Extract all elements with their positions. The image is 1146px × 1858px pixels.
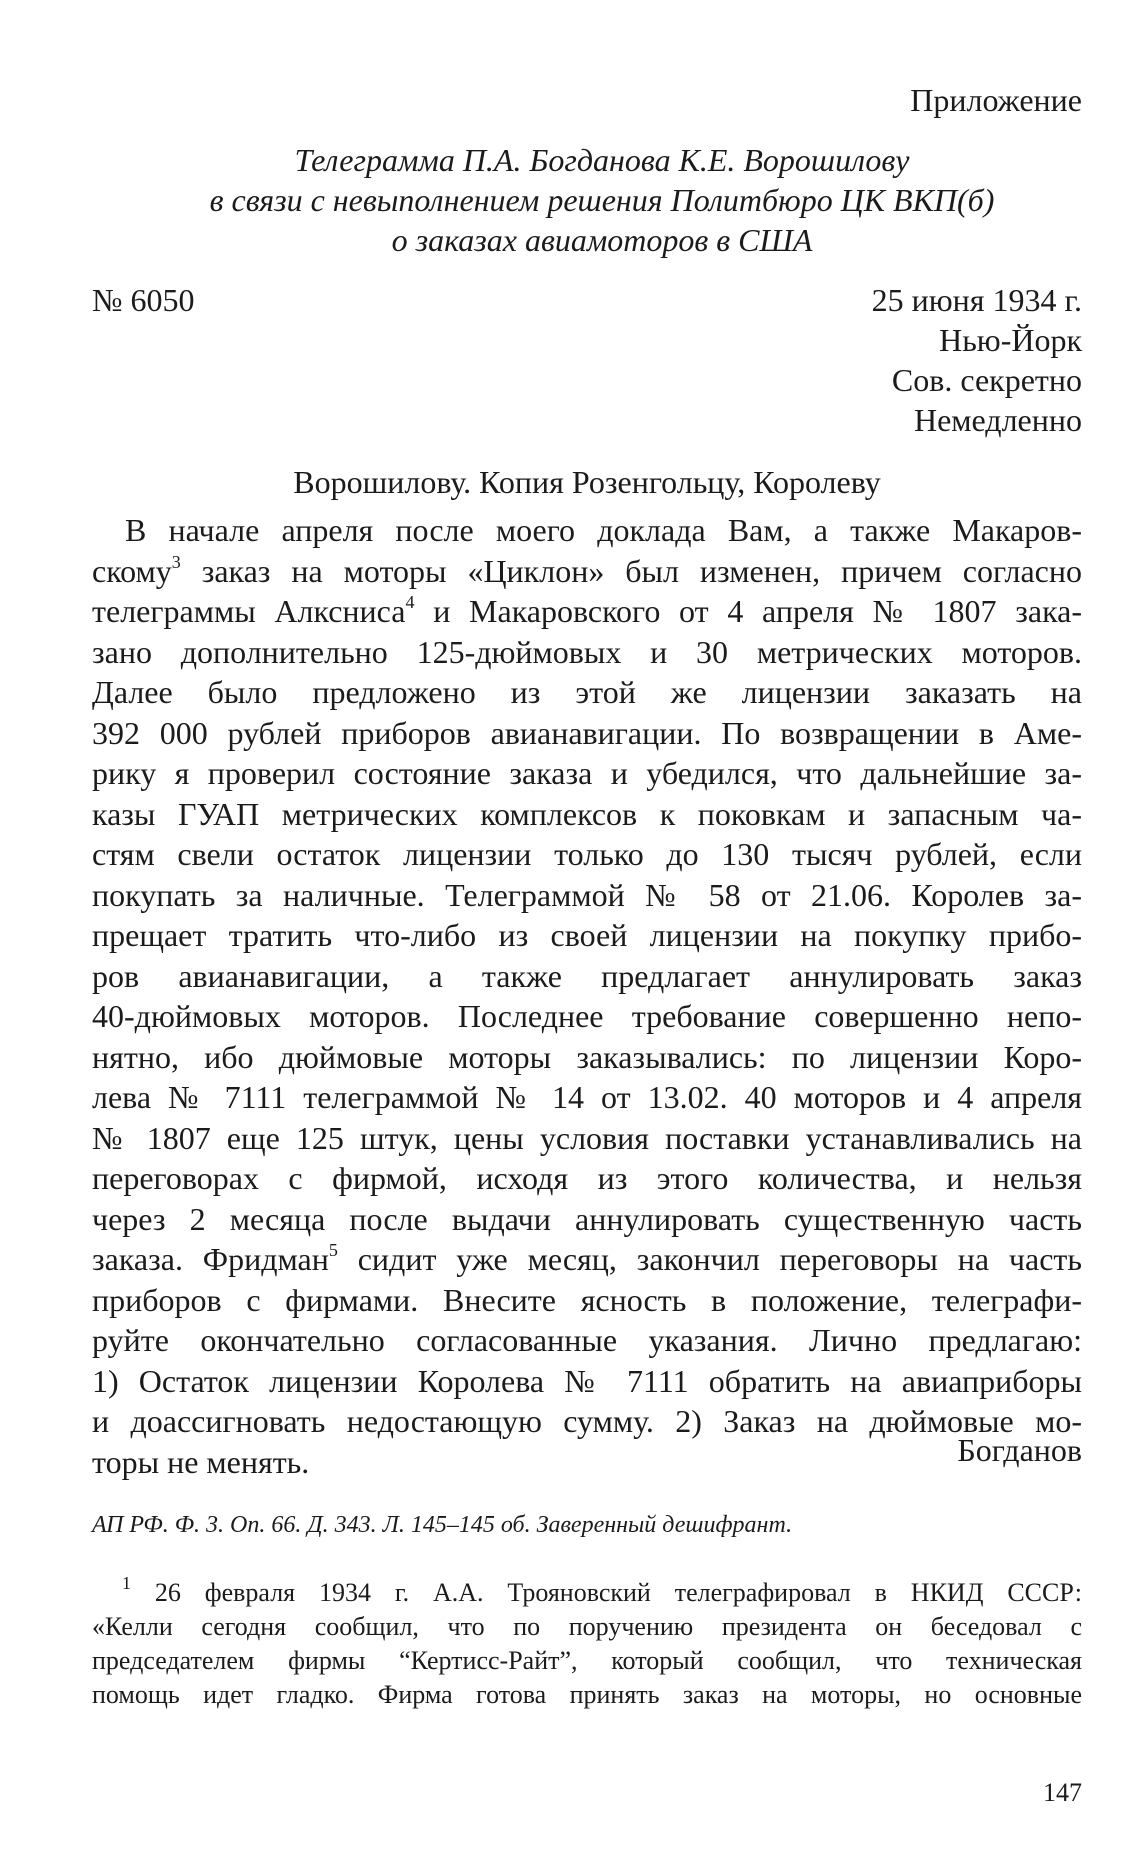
footnote-line: председателем фирмы “Кертисс-Райт”, который сообщил, что техническая [92, 1646, 1082, 1675]
footnote-ref: 3 [171, 551, 181, 572]
footnote-marker: 1 [122, 1573, 131, 1594]
body-line: 1) Остаток лицензии Королева № 7111 обратить на авиаприборы [92, 1362, 1082, 1399]
body-line: 40-дюймовых моторов. Последнее требование совершенно непо- [92, 998, 1082, 1034]
body-line: рику я проверил состояние заказа и убедился, что дальнейшие за- [92, 755, 1082, 791]
body-line: приборов с фирмами. Внесите ясность в положение, телеграфи- [92, 1281, 1082, 1318]
body-line: Далее было предложено из этой же лицензии заказать на [92, 674, 1082, 710]
appendix-label: Приложение [910, 82, 1082, 118]
title-line: в связи с невыполнением решения Политбюро ЦК ВКП(б) [209, 182, 995, 218]
body-line: через 2 месяца после выдачи аннулировать существенную часть [92, 1200, 1082, 1237]
footnote-ref: 5 [328, 1240, 338, 1261]
body-line: покупать за наличные. Телеграммой № 58 от 21.06. Королев за- [92, 876, 1082, 913]
telegram-details [872, 280, 1082, 440]
body-line: ров авианавигации, а также предлагает аннулировать заказ [92, 957, 1082, 994]
body-line: 392 000 рублей приборов авианавигации. По возвращении в Аме- [92, 714, 1082, 751]
body-line: телеграммы Алксниса$^4$ и Макаровского от 4 апреля № 1807 зака- [92, 592, 1083, 629]
archive-source: АП РФ. Ф. 3. Оп. 66. Д. 343. Л. 145–145 об. Заверенный дешифрант. [92, 1512, 793, 1538]
telegram-place: Нью-Йорк [939, 322, 1082, 358]
signature: Богданов [957, 1432, 1082, 1468]
footnote-ref: 4 [405, 592, 415, 613]
body-line: зано дополнительно 125-дюймовых и 30 метрических моторов. [92, 633, 1082, 670]
telegram-body [92, 510, 1082, 1482]
title-line: о заказах авиамоторов в США [391, 222, 813, 258]
telegram-number: № 6050 [92, 282, 195, 318]
body-line: скому$^3$ заказ на моторы «Циклон» был изменен, причем согласно [92, 551, 1082, 589]
document-title [122, 140, 1082, 260]
telegram-date: 25 июня 1934 г. [871, 282, 1082, 318]
body-line: прещает тратить что-либо из своей лицензии на покупку прибо- [92, 917, 1082, 953]
body-line: руйте окончательно согласованные указания. Лично предлагаю: [92, 1322, 1082, 1358]
document-page [92, 0, 1082, 1858]
body-line: лева № 7111 телеграммой № 14 от 13.02. 40 моторов и 4 апреля [92, 1079, 1082, 1115]
footnote-line: «Келли сегодня сообщил, что по поручению президента он беседовал с [92, 1612, 1082, 1641]
secrecy-label: Сов. секретно [891, 362, 1082, 398]
addressee-line: Ворошилову. Копия Розенгольцу, Королеву [293, 464, 881, 500]
urgency-label: Немедленно [913, 402, 1082, 438]
footnote [92, 1573, 1082, 1712]
footnote-line: $^1$ 26 февраля 1934 г. А.А. Трояновский телеграфировал в НКИД СССР: [122, 1573, 1082, 1607]
body-line: торы не менять. [92, 1443, 310, 1480]
body-line: № 1807 еще 125 штук, цены условия поставки устанавливались на [92, 1119, 1082, 1156]
page-number: 147 [1043, 1778, 1082, 1807]
body-line: и доассигновать недостающую сумму. 2) Заказ на дюймовые мо- [92, 1403, 1082, 1439]
body-line: казы ГУАП метрических комплексов к поковкам и запасным ча- [92, 795, 1082, 832]
body-line: стям свели остаток лицензии только до 130 тысяч рублей, если [92, 836, 1082, 872]
body-line: В начале апреля после моего доклада Вам, а также Макаров- [125, 512, 1082, 548]
body-line: переговорах с фирмой, исходя из этого количества, и нельзя [92, 1160, 1082, 1196]
body-line: нятно, ибо дюймовые моторы заказывались: по лицензии Коро- [92, 1038, 1082, 1075]
body-line: заказа. Фридман$^5$ сидит уже месяц, закончил переговоры на часть [92, 1240, 1083, 1277]
footnote-line: помощь идет гладко. Фирма готова принять заказ на моторы, но основные [92, 1680, 1082, 1709]
title-line: Телеграмма П.А. Богданова К.Е. Ворошилову [294, 142, 910, 178]
